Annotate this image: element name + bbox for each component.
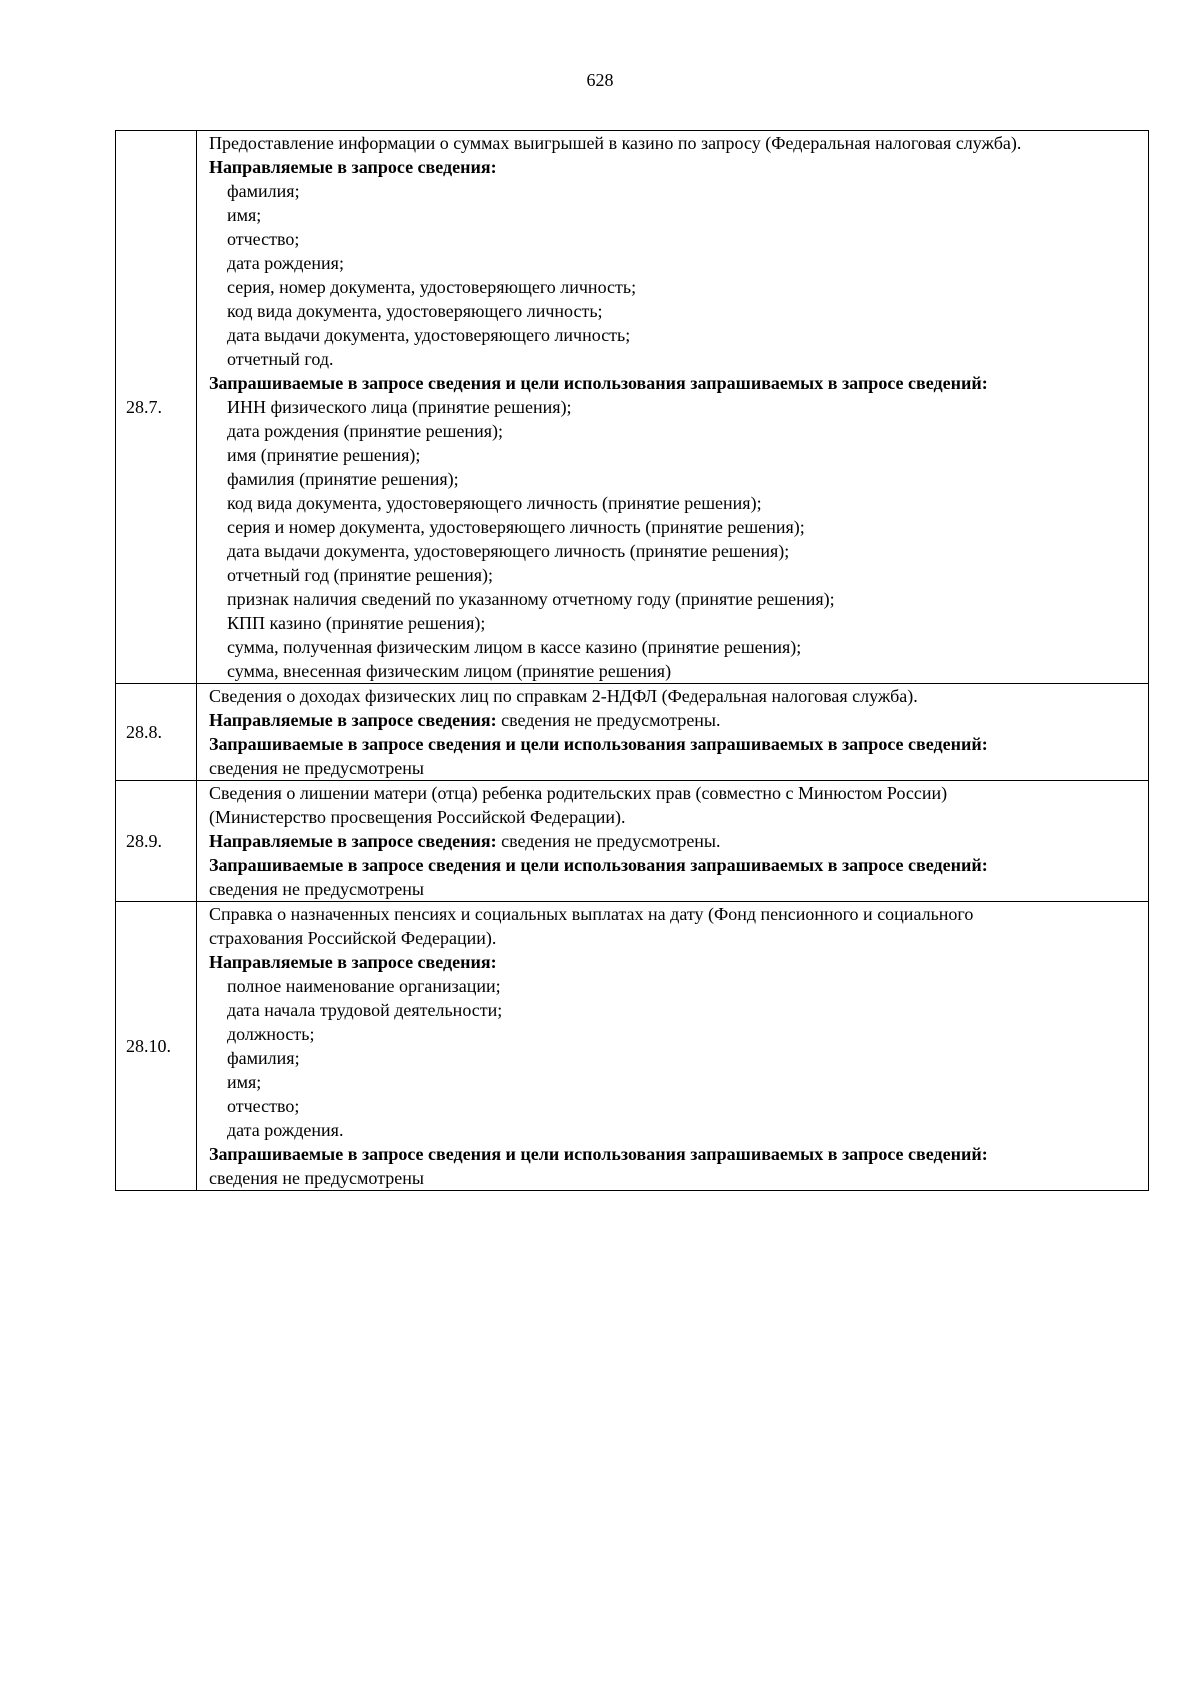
table-row — [116, 781, 1149, 902]
row-content — [197, 684, 1149, 781]
list-item: дата рождения (принятие решения); — [227, 421, 503, 441]
requested-heading: Запрашиваемые в запросе сведения и цели использования запрашиваемых в запросе сведений: — [209, 1144, 988, 1164]
requested-heading: Запрашиваемые в запросе сведения и цели использования запрашиваемых в запросе сведений: — [209, 734, 988, 754]
row-title: (Министерство просвещения Российской Федерации). — [209, 807, 626, 827]
list-item: отчетный год (принятие решения); — [227, 565, 494, 585]
list-item: сумма, внесенная физическим лицом (принятие решения) — [227, 661, 672, 681]
table-row — [116, 902, 1149, 1191]
list-item: сумма, полученная физическим лицом в кассе казино (принятие решения); — [227, 637, 802, 657]
requested-value: сведения не предусмотрены — [209, 758, 424, 778]
list-item: фамилия (принятие решения); — [227, 469, 459, 489]
table-row — [116, 131, 1149, 684]
list-item: ИНН физического лица (принятие решения); — [227, 397, 572, 417]
row-number: 28.8. — [116, 684, 197, 781]
list-item: фамилия; — [227, 181, 300, 201]
row-content — [197, 902, 1149, 1191]
row-content — [197, 131, 1149, 684]
list-item: дата выдачи документа, удостоверяющего личность; — [227, 325, 631, 345]
list-item: фамилия; — [227, 1048, 300, 1068]
list-item: полное наименование организации; — [227, 976, 501, 996]
row-title: Сведения о лишении матери (отца) ребенка родительских прав (совместно с Минюстом России) — [209, 783, 948, 803]
page-number: 628 — [586, 70, 614, 90]
sent-heading: Направляемые в запросе сведения: — [209, 157, 497, 177]
list-item: отчество; — [227, 1096, 300, 1116]
sent-line — [209, 829, 1142, 853]
sent-value: сведения не предусмотрены. — [496, 710, 721, 730]
list-item: дата рождения. — [227, 1120, 344, 1140]
sent-value: сведения не предусмотрены. — [496, 831, 721, 851]
list-item: признак наличия сведений по указанному отчетному году (принятие решения); — [227, 589, 835, 609]
list-item: код вида документа, удостоверяющего личность (принятие решения); — [227, 493, 762, 513]
row-title: Предоставление информации о суммах выигрышей в казино по запросу (Федеральная налоговая служба). — [209, 133, 1022, 153]
row-title: Справка о назначенных пенсиях и социальных выплатах на дату (Фонд пенсионного и социального — [209, 904, 974, 924]
row-number: 28.7. — [116, 131, 197, 684]
requested-value: сведения не предусмотрены — [209, 879, 424, 899]
row-number: 28.9. — [116, 781, 197, 902]
row-title: Сведения о доходах физических лиц по справкам 2-НДФЛ (Федеральная налоговая служба). — [209, 686, 918, 706]
row-title: страхования Российской Федерации). — [209, 928, 497, 948]
list-item: код вида документа, удостоверяющего личность; — [227, 301, 603, 321]
row-number: 28.10. — [116, 902, 197, 1191]
list-item: дата рождения; — [227, 253, 344, 273]
list-item: дата выдачи документа, удостоверяющего личность (принятие решения); — [227, 541, 790, 561]
list-item: серия, номер документа, удостоверяющего личность; — [227, 277, 637, 297]
row-content — [197, 781, 1149, 902]
list-item: дата начала трудовой деятельности; — [227, 1000, 503, 1020]
list-item: имя; — [227, 1072, 262, 1092]
table-row — [116, 684, 1149, 781]
services-table — [115, 130, 1149, 1191]
sent-heading: Направляемые в запросе сведения: — [209, 952, 497, 972]
sent-heading: Направляемые в запросе сведения: — [209, 831, 497, 851]
list-item: отчетный год. — [227, 349, 334, 369]
sent-heading: Направляемые в запросе сведения: — [209, 710, 497, 730]
requested-value: сведения не предусмотрены — [209, 1168, 424, 1188]
list-item: отчество; — [227, 229, 300, 249]
list-item: имя; — [227, 205, 262, 225]
requested-heading: Запрашиваемые в запросе сведения и цели использования запрашиваемых в запросе сведений: — [209, 855, 988, 875]
list-item: должность; — [227, 1024, 315, 1044]
list-item: имя (принятие решения); — [227, 445, 421, 465]
sent-line — [209, 708, 1142, 732]
list-item: серия и номер документа, удостоверяющего личность (принятие решения); — [227, 517, 805, 537]
list-item: КПП казино (принятие решения); — [227, 613, 486, 633]
requested-heading: Запрашиваемые в запросе сведения и цели использования запрашиваемых в запросе сведений: — [209, 373, 988, 393]
